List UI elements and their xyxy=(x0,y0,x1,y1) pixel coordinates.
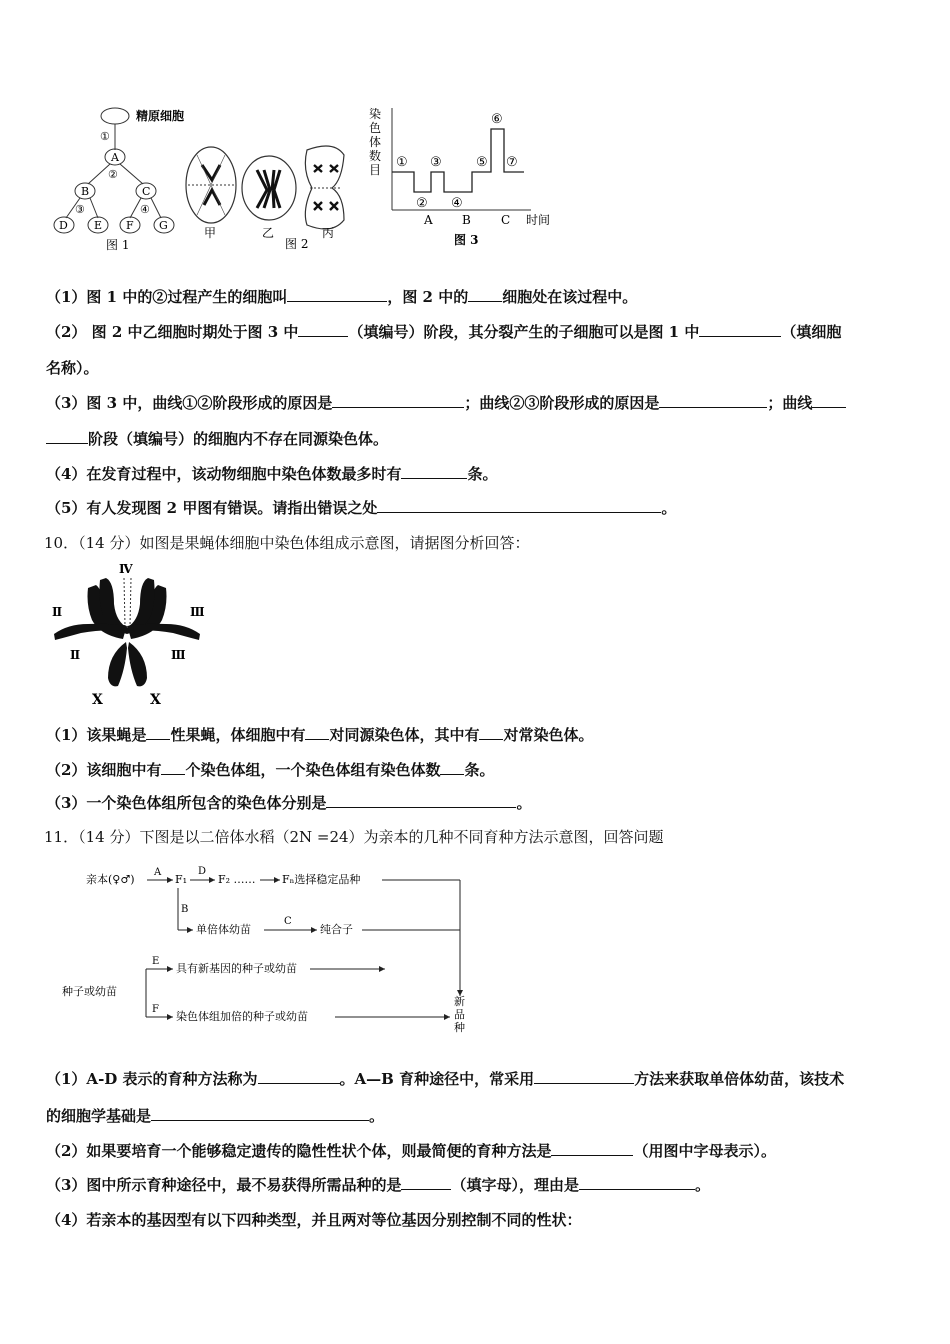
q11-blank-6[interactable] xyxy=(579,1175,695,1190)
chromosome-x-pair xyxy=(108,642,147,686)
fig3-xlabel: 时间 xyxy=(526,213,551,227)
q11-s3c: 。 xyxy=(694,1176,710,1194)
fig3-chromosome-curve xyxy=(392,129,524,192)
q11-s3: （3）图中所示育种途径中，最不易获得所需品种的是 xyxy=(46,1176,402,1194)
diag-pure: 纯合子 xyxy=(320,923,353,936)
fly-label-iii-low: Ⅲ xyxy=(171,648,186,662)
q10-s2c: 条。 xyxy=(464,761,495,779)
q11-blank-3[interactable] xyxy=(151,1106,369,1121)
fig3-stage-label: ④ xyxy=(451,196,463,211)
fig1-node-a: A xyxy=(111,151,119,164)
q11-s1b: 。A—B 育种途径中，常采用 xyxy=(339,1070,535,1088)
q10-sub2 xyxy=(46,759,494,780)
fig3-caption: 图 3 xyxy=(454,233,479,247)
q10-sub3 xyxy=(46,792,531,813)
q9-s5: （5）有人发现图 2 甲图有错误。请指出错误之处 xyxy=(46,499,378,517)
fig3-stage-label: ③ xyxy=(430,155,442,170)
q9-s3: （3）图 3 中，曲线①②阶段形成的原因是 xyxy=(46,394,333,412)
q9-sub2 xyxy=(46,321,841,342)
fig1-step1: ① xyxy=(100,130,110,143)
q9-sub5 xyxy=(46,497,676,518)
fig2-label-jia: 甲 xyxy=(204,226,217,240)
q11-s2: （2）如果要培育一个能够稳定遗传的隐性性状个体，则最简便的育种方法是 xyxy=(46,1142,552,1160)
q9-blank-7b[interactable] xyxy=(46,429,88,444)
q9-s2c: （填细胞 xyxy=(781,323,842,341)
q9-blank-5[interactable] xyxy=(332,393,464,408)
q9-blank-7a[interactable] xyxy=(812,393,846,408)
fly-label-ii-left: Ⅱ xyxy=(52,605,63,619)
q11-s4: （4）若亲本的基因型有以下四种类型，并且两对等位基因分别控制不同的性状： xyxy=(46,1211,582,1229)
diag-seed: 种子或幼苗 xyxy=(62,985,117,998)
q10-blank-5[interactable] xyxy=(440,760,464,775)
q9-blank-4[interactable] xyxy=(699,322,781,337)
q9-blank-1[interactable] xyxy=(287,287,387,302)
q11-blank-5[interactable] xyxy=(401,1175,451,1190)
q11-sub2 xyxy=(46,1140,776,1161)
svg-text:染色体数目: 染色体数目 xyxy=(369,107,382,177)
q11-s1: （1）A-D 表示的育种方法称为 xyxy=(46,1070,258,1088)
q9-s4b: 条。 xyxy=(467,465,498,483)
q10-blank-6[interactable] xyxy=(326,793,516,808)
q9-blank-6[interactable] xyxy=(659,393,767,408)
q10-s2b: 个染色体组，一个染色体组有染色体数 xyxy=(185,761,441,779)
q9-sub2-cont xyxy=(46,357,99,378)
q9-blank-3[interactable] xyxy=(298,322,348,337)
fig2-caption: 图 2 xyxy=(285,237,309,250)
q10-s3b: 。 xyxy=(516,794,532,812)
fig1-node-g: G xyxy=(159,219,168,232)
q11-s1c: 方法来获取单倍体幼苗，该技术 xyxy=(634,1070,845,1088)
fig3-x-tick: B xyxy=(462,213,471,227)
fig1-node-d: D xyxy=(59,219,68,232)
q11-s1e: 。 xyxy=(369,1107,385,1125)
fig2-label-bing: 丙 xyxy=(322,226,335,240)
breeding-methods-diagram xyxy=(60,862,480,1044)
diag-doubled: 染色体组加倍的种子或幼苗 xyxy=(176,1010,308,1023)
q11-s3b: （填字母），理由是 xyxy=(451,1176,579,1194)
fig1-title: 精原细胞 xyxy=(136,109,185,123)
q10-s1c: 对同源染色体，其中有 xyxy=(329,726,480,744)
q11-sub3 xyxy=(46,1174,710,1195)
q9-s1b: ，图 2 中的 xyxy=(387,288,469,306)
fig1-node-b: B xyxy=(81,185,90,198)
fly-label-iv: Ⅳ xyxy=(119,562,133,576)
diag-c: C xyxy=(284,916,292,927)
q11-heading xyxy=(44,826,664,847)
figure-2-dividing-cells xyxy=(182,140,367,250)
q9-blank-2[interactable] xyxy=(468,287,502,302)
q9-s5b: 。 xyxy=(661,499,677,517)
q9-s1c: 细胞处在该过程中。 xyxy=(502,288,638,306)
diag-newvar xyxy=(454,995,465,1034)
q9-s2: （2） 图 2 中乙细胞时期处于图 3 中 xyxy=(46,323,299,341)
fig1-step2: ② xyxy=(108,168,118,181)
q10-s1: （1）该果蝇是 xyxy=(46,726,147,744)
q11-blank-2[interactable] xyxy=(534,1069,634,1084)
q11-sub1-cont xyxy=(46,1105,384,1126)
q9-blank-8[interactable] xyxy=(401,464,467,479)
spermatogonium-cell xyxy=(101,108,129,124)
q10-blank-1[interactable] xyxy=(146,725,170,740)
svg-text:新品种: 新品种 xyxy=(454,995,465,1034)
fig1-node-c: C xyxy=(142,185,151,198)
figure-3-chromosome-count-chart xyxy=(366,104,566,252)
fig3-x-tick: A xyxy=(424,213,433,227)
q9-s1: （1）图 1 中的②过程产生的细胞叫 xyxy=(46,288,288,306)
fig3-ylabel xyxy=(369,106,381,177)
fly-label-ii-low: Ⅱ xyxy=(70,648,81,662)
q9-s3c: ；曲线 xyxy=(767,394,813,412)
fig3-stage-label: ⑤ xyxy=(476,155,488,170)
q10-heading xyxy=(44,532,529,553)
diag-f2: F₂ …… xyxy=(218,873,256,886)
fig1-step4: ④ xyxy=(140,203,150,216)
diag-f: F xyxy=(152,1004,159,1015)
q10-blank-4[interactable] xyxy=(161,760,185,775)
q9-s3d: 阶段（填编号）的细胞内不存在同源染色体。 xyxy=(88,430,389,448)
q10-s1d: 对常染色体。 xyxy=(503,726,594,744)
q9-sub3-cont xyxy=(46,428,388,449)
fig1-caption: 图 1 xyxy=(106,238,130,252)
fly-label-x1: X xyxy=(92,692,103,708)
q11-sub1 xyxy=(46,1068,844,1089)
q10-sub1 xyxy=(46,724,594,745)
fig2-label-yi: 乙 xyxy=(262,226,275,240)
diag-e: E xyxy=(152,956,160,967)
q9-blank-9[interactable] xyxy=(377,498,661,513)
diag-f1: F₁ xyxy=(175,873,188,886)
q9-sub1 xyxy=(46,286,637,307)
diag-d: D xyxy=(198,866,207,877)
fig1-node-f: F xyxy=(126,219,134,232)
q10-blank-2[interactable] xyxy=(305,725,329,740)
diag-b: B xyxy=(181,904,189,915)
q10-blank-3[interactable] xyxy=(479,725,503,740)
diag-haploid: 单倍体幼苗 xyxy=(196,923,251,936)
fly-label-iii-right: Ⅲ xyxy=(190,605,205,619)
fly-label-x2: X xyxy=(150,692,161,708)
q9-sub4 xyxy=(46,463,497,484)
q11-s2b: （用图中字母表示）。 xyxy=(633,1142,776,1160)
q11-s1d: 的细胞学基础是 xyxy=(46,1107,152,1125)
q9-s2b: （填编号）阶段，其分裂产生的子细胞可以是图 1 中 xyxy=(348,323,700,341)
fig3-stage-label: ② xyxy=(416,196,428,211)
q9-s4: （4）在发育过程中，该动物细胞中染色体数最多时有 xyxy=(46,465,402,483)
q9-s2d: 名称）。 xyxy=(46,359,99,377)
q9-sub3 xyxy=(46,392,846,413)
q11-sub4 xyxy=(46,1209,581,1230)
q11-blank-4[interactable] xyxy=(551,1141,633,1156)
fig3-stage-label: ⑦ xyxy=(506,155,518,170)
q10-s2: （2）该细胞中有 xyxy=(46,761,162,779)
q10-head: 10．（14 分）如图是果蝇体细胞中染色体组成示意图，请据图分析回答： xyxy=(44,534,530,552)
q10-s1b: 性果蝇，体细胞中有 xyxy=(170,726,306,744)
diag-newgene: 具有新基因的种子或幼苗 xyxy=(176,962,297,975)
fig3-stage-label: ① xyxy=(396,155,408,170)
q10-s3: （3）一个染色体组所包含的染色体分别是 xyxy=(46,794,327,812)
diag-parent: 亲本(♀♂) xyxy=(86,873,135,886)
fig3-x-tick: C xyxy=(501,213,511,227)
diag-a: A xyxy=(154,867,162,878)
q11-head: 11．（14 分）下图是以二倍体水稻（2N =24）为亲本的几种不同育种方法示意图，回答问题 xyxy=(44,828,664,846)
fig1-node-e: E xyxy=(94,219,103,232)
q9-s3b: ；曲线②③阶段形成的原因是 xyxy=(464,394,660,412)
diag-fn: Fₙ选择稳定品种 xyxy=(282,873,361,886)
fig1-step3: ③ xyxy=(75,203,85,216)
fig3-stage-label: ⑥ xyxy=(491,112,503,127)
figure-1-spermatogonium-tree xyxy=(48,100,198,255)
q11-blank-1[interactable] xyxy=(258,1069,340,1084)
fruit-fly-karyotype-figure xyxy=(48,560,218,710)
